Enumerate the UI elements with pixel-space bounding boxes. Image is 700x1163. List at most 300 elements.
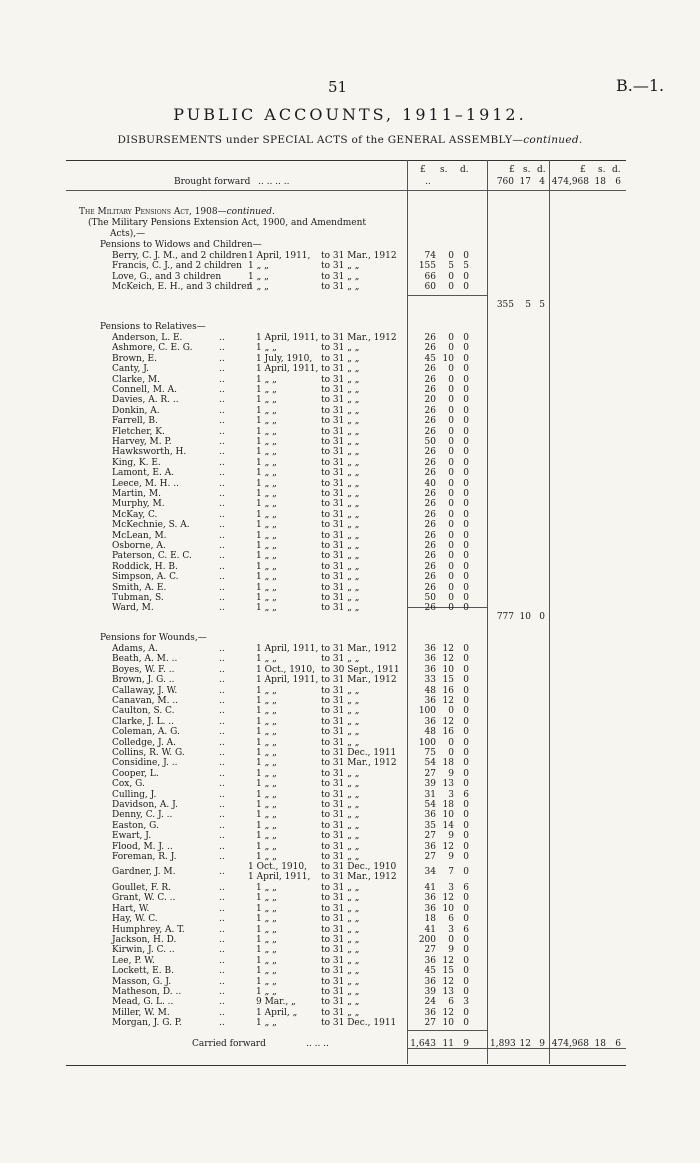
date-from-cell: 1 „ „ bbox=[256, 768, 277, 779]
table-row bbox=[0, 395, 700, 406]
pounds-cell: 35 bbox=[424, 820, 436, 831]
pence-cell: 0 bbox=[463, 251, 469, 261]
table-row bbox=[0, 883, 700, 894]
pence-cell: 0 bbox=[463, 644, 469, 654]
date-from-cell: 1 „ „ bbox=[256, 810, 277, 821]
pounds-cell: 48 bbox=[424, 685, 436, 696]
pence-cell: 0 bbox=[463, 353, 469, 364]
dots-cell: .. bbox=[219, 779, 225, 790]
pence-cell: 0 bbox=[463, 385, 469, 395]
shillings-cell: 0 bbox=[448, 935, 454, 945]
date-to-cell: to 31 „ „ bbox=[321, 426, 360, 437]
widows-total-pounds: 355 bbox=[496, 300, 514, 310]
shillings-cell: 0 bbox=[448, 385, 454, 395]
pounds-cell: 26 bbox=[424, 551, 436, 562]
shillings-cell: 0 bbox=[448, 282, 454, 293]
shillings-cell: 0 bbox=[448, 572, 454, 583]
pounds-cell: 26 bbox=[424, 364, 436, 375]
gardner-date-to-b: to 31 Mar., 1912 bbox=[321, 872, 397, 882]
act-title bbox=[79, 207, 275, 217]
date-from-cell: 1 „ „ bbox=[256, 727, 277, 738]
date-to-cell: to 31 „ „ bbox=[321, 572, 360, 583]
date-from-cell: 1 „ „ bbox=[256, 831, 277, 842]
shillings-cell: 0 bbox=[448, 395, 454, 406]
date-from-cell: 1 „ „ bbox=[256, 551, 277, 562]
date-to-cell: to 31 Dec., 1911 bbox=[321, 1018, 397, 1029]
shillings-cell: 0 bbox=[448, 748, 454, 758]
table-row bbox=[0, 479, 700, 490]
table-row bbox=[0, 551, 700, 562]
table-row bbox=[0, 1018, 700, 1029]
col1-s-symbol: s. bbox=[440, 165, 448, 175]
date-from-cell: 1 „ „ bbox=[256, 716, 277, 727]
shillings-cell: 15 bbox=[442, 966, 454, 977]
shillings-cell: 0 bbox=[448, 737, 454, 748]
date-to-cell: to 31 „ „ bbox=[321, 405, 360, 416]
date-to-cell: to 31 „ „ bbox=[321, 395, 360, 406]
pence-cell: 0 bbox=[463, 416, 469, 427]
pounds-cell: 26 bbox=[424, 509, 436, 520]
shillings-cell: 0 bbox=[448, 603, 454, 614]
date-to-cell: to 31 „ „ bbox=[321, 489, 360, 499]
date-from-cell: 1 „ „ bbox=[248, 261, 269, 272]
date-from-cell: 1 „ „ bbox=[256, 976, 277, 987]
table-row bbox=[0, 997, 700, 1008]
dots-cell: .. bbox=[219, 644, 225, 654]
table-row bbox=[0, 261, 700, 272]
pounds-cell: 26 bbox=[424, 489, 436, 499]
date-to-cell: to 31 „ „ bbox=[321, 1007, 360, 1018]
widows-total bbox=[0, 300, 700, 311]
pence-cell: 0 bbox=[463, 603, 469, 614]
dots-cell: .. bbox=[219, 914, 225, 925]
dots-cell: .. bbox=[219, 416, 225, 427]
pence-cell: 0 bbox=[463, 810, 469, 821]
pence-cell: 0 bbox=[463, 675, 469, 686]
gardner-date-to-a: to 31 Dec., 1910 bbox=[321, 862, 397, 872]
table-row bbox=[0, 354, 700, 365]
table-row bbox=[0, 987, 700, 998]
shillings-cell: 0 bbox=[448, 364, 454, 375]
table-row bbox=[0, 686, 700, 697]
shillings-cell: 0 bbox=[448, 593, 454, 603]
name-cell: McKeich, E. H., and 3 children bbox=[112, 282, 253, 293]
pounds-cell: 36 bbox=[424, 654, 436, 665]
pence-cell: 0 bbox=[463, 966, 469, 977]
dots-cell: .. bbox=[219, 841, 225, 852]
name-cell: Love, G., and 3 children bbox=[112, 271, 222, 282]
col2-d-symbol: d. bbox=[537, 165, 546, 175]
dots-cell: .. bbox=[219, 675, 225, 686]
date-from-cell: 1 „ „ bbox=[256, 447, 277, 458]
dots-cell: .. bbox=[219, 852, 225, 862]
name-cell: Harvey, M. P. bbox=[112, 437, 172, 447]
pence-cell: 0 bbox=[463, 841, 469, 852]
table-row bbox=[0, 966, 700, 977]
col3-pound-symbol: £ bbox=[580, 165, 586, 175]
date-from-cell: 1 „ „ bbox=[256, 789, 277, 800]
table-row bbox=[0, 282, 700, 293]
pence-cell: 0 bbox=[463, 1018, 469, 1029]
pounds-cell: 26 bbox=[424, 385, 436, 395]
date-from-cell: 1 „ „ bbox=[256, 924, 277, 935]
shillings-cell: 12 bbox=[442, 976, 454, 987]
gardner-name: Gardner, J. M. bbox=[112, 867, 176, 877]
table-row bbox=[0, 1008, 700, 1019]
date-from-cell: 1 „ „ bbox=[256, 468, 277, 479]
pounds-cell: 100 bbox=[418, 706, 436, 717]
date-from-cell: 1 April, 1911, bbox=[248, 251, 311, 261]
pence-cell: 0 bbox=[463, 758, 469, 769]
carried-forward-dots: .. .. .. bbox=[306, 1039, 329, 1049]
date-to-cell: to 31 „ „ bbox=[321, 789, 360, 800]
date-from-cell: 1 „ „ bbox=[256, 489, 277, 499]
pence-cell: 0 bbox=[463, 282, 469, 293]
name-cell: Humphrey, A. T. bbox=[112, 924, 185, 935]
pence-cell: 0 bbox=[463, 457, 469, 468]
date-to-cell: to 31 „ „ bbox=[321, 935, 360, 945]
dots-cell: .. bbox=[219, 353, 225, 364]
date-to-cell: to 31 Mar., 1912 bbox=[321, 644, 397, 654]
name-cell: Hawksworth, H. bbox=[112, 447, 187, 458]
table-row bbox=[0, 520, 700, 531]
table-row bbox=[0, 468, 700, 479]
col2-pound-symbol: £ bbox=[509, 165, 515, 175]
carried-forward-col1-pounds: 1,643 bbox=[410, 1039, 436, 1049]
date-from-cell: 1 „ „ bbox=[256, 852, 277, 862]
date-to-cell: to 31 „ „ bbox=[321, 603, 360, 614]
date-to-cell: to 31 „ „ bbox=[321, 530, 360, 541]
shillings-cell: 0 bbox=[448, 551, 454, 562]
name-cell: Goullet, F. R. bbox=[112, 883, 172, 893]
table-row bbox=[0, 593, 700, 604]
table-row bbox=[0, 977, 700, 988]
table-row bbox=[0, 945, 700, 956]
name-cell: Collins, R. W. G. bbox=[112, 748, 185, 758]
table-row bbox=[0, 343, 700, 354]
table-row bbox=[0, 251, 700, 262]
act-title-continued: continued. bbox=[226, 207, 275, 217]
table-row bbox=[0, 956, 700, 967]
carried-forward-col1-pence: 9 bbox=[463, 1039, 469, 1049]
act-subtitle: (The Military Pensions Extension Act, 1900, and Amendment bbox=[88, 218, 366, 228]
table-row bbox=[0, 385, 700, 396]
name-cell: Martin, M. bbox=[112, 489, 161, 499]
name-cell: Miller, W. M. bbox=[112, 1007, 170, 1018]
shillings-cell: 0 bbox=[448, 437, 454, 447]
table-row bbox=[0, 706, 700, 717]
dots-cell: .. bbox=[219, 955, 225, 966]
date-from-cell: 1 „ „ bbox=[256, 561, 277, 572]
pounds-cell: 54 bbox=[424, 758, 436, 769]
pounds-cell: 27 bbox=[424, 1018, 436, 1029]
date-from-cell: 1 „ „ bbox=[256, 914, 277, 925]
dots-cell: .. bbox=[219, 520, 225, 531]
pounds-cell: 31 bbox=[424, 789, 436, 800]
name-cell: King, K. E. bbox=[112, 457, 161, 468]
pounds-cell: 36 bbox=[424, 976, 436, 987]
name-cell: Cox, G. bbox=[112, 779, 145, 790]
date-to-cell: to 31 Mar., 1912 bbox=[321, 333, 397, 343]
name-cell: Morgan, J. G. P. bbox=[112, 1018, 182, 1029]
table-row bbox=[0, 531, 700, 542]
dots-cell: .. bbox=[219, 654, 225, 665]
date-to-cell: to 30 Sept., 1911 bbox=[321, 664, 400, 675]
table-row bbox=[0, 914, 700, 925]
pounds-cell: 26 bbox=[424, 333, 436, 343]
shillings-cell: 16 bbox=[442, 727, 454, 738]
relatives-total-pounds: 777 bbox=[496, 612, 514, 622]
pence-cell: 0 bbox=[463, 437, 469, 447]
table-row bbox=[0, 893, 700, 904]
date-to-cell: to 31 „ „ bbox=[321, 976, 360, 987]
act-subtitle-cont: Acts),— bbox=[110, 229, 146, 239]
col3-s-symbol: s. bbox=[598, 165, 606, 175]
name-cell: Smith, A. E. bbox=[112, 582, 167, 593]
date-from-cell: 1 „ „ bbox=[256, 426, 277, 437]
carried-forward-col1-shillings: 11 bbox=[442, 1039, 454, 1049]
date-from-cell: 1 „ „ bbox=[256, 603, 277, 614]
name-cell: Tubman, S. bbox=[112, 593, 164, 603]
date-from-cell: 1 „ „ bbox=[256, 457, 277, 468]
dots-cell: .. bbox=[219, 685, 225, 696]
shillings-cell: 0 bbox=[448, 541, 454, 551]
pounds-cell: 54 bbox=[424, 800, 436, 810]
shillings-cell: 12 bbox=[442, 716, 454, 727]
date-from-cell: 1 April, 1911, bbox=[256, 644, 319, 654]
pence-cell: 0 bbox=[463, 987, 469, 997]
brought-forward-col3-pounds: 474,968 bbox=[551, 177, 589, 187]
date-to-cell: to 31 „ „ bbox=[321, 955, 360, 966]
pence-cell: 0 bbox=[463, 468, 469, 479]
date-from-cell: 1 „ „ bbox=[256, 416, 277, 427]
table-row bbox=[0, 489, 700, 500]
dots-cell: .. bbox=[219, 405, 225, 416]
pence-cell: 0 bbox=[463, 561, 469, 572]
date-to-cell: to 31 „ „ bbox=[321, 582, 360, 593]
pounds-cell: 41 bbox=[424, 883, 436, 893]
pence-cell: 0 bbox=[463, 593, 469, 603]
pence-cell: 0 bbox=[463, 343, 469, 354]
brought-forward-col2-shillings: 17 bbox=[519, 177, 531, 187]
name-cell: Brown, E. bbox=[112, 353, 157, 364]
name-cell: Clarke, M. bbox=[112, 374, 161, 385]
table-row bbox=[0, 458, 700, 469]
pence-cell: 0 bbox=[463, 364, 469, 375]
name-cell: Lamont, E. A. bbox=[112, 468, 175, 479]
pounds-cell: 26 bbox=[424, 374, 436, 385]
shillings-cell: 3 bbox=[448, 924, 454, 935]
name-cell: Davies, A. R. .. bbox=[112, 395, 179, 406]
dots-cell: .. bbox=[219, 1018, 225, 1029]
pounds-cell: 26 bbox=[424, 530, 436, 541]
date-from-cell: 1 „ „ bbox=[256, 1018, 277, 1029]
pounds-cell: 50 bbox=[424, 437, 436, 447]
shillings-cell: 0 bbox=[448, 520, 454, 531]
shillings-cell: 13 bbox=[442, 987, 454, 997]
widows-total-pence: 5 bbox=[539, 300, 545, 310]
name-cell: Flood, M. J. .. bbox=[112, 841, 173, 852]
name-cell: Davidson, A. J. bbox=[112, 800, 178, 810]
pounds-cell: 60 bbox=[424, 282, 436, 293]
name-cell: Paterson, C. E. C. bbox=[112, 551, 192, 562]
pence-cell: 0 bbox=[463, 768, 469, 779]
col1-pound-symbol: £ bbox=[420, 165, 426, 175]
shillings-cell: 15 bbox=[442, 675, 454, 686]
name-cell: Kirwin, J. C. .. bbox=[112, 945, 175, 956]
date-to-cell: to 31 Dec., 1911 bbox=[321, 748, 397, 758]
subtitle-main: DISBURSEMENTS under SPECIAL ACTS of the GENERAL ASSEMBLY— bbox=[117, 134, 524, 146]
dots-cell: .. bbox=[219, 541, 225, 551]
pence-cell: 0 bbox=[463, 374, 469, 385]
date-to-cell: to 31 „ „ bbox=[321, 841, 360, 852]
name-cell: Beath, A. M. .. bbox=[112, 654, 178, 665]
name-cell: Connell, M. A. bbox=[112, 385, 177, 395]
pounds-cell: 26 bbox=[424, 541, 436, 551]
date-to-cell: to 31 „ „ bbox=[321, 945, 360, 956]
wounds-heading: Pensions for Wounds,— bbox=[100, 633, 207, 643]
pounds-cell: 26 bbox=[424, 447, 436, 458]
dots-cell: .. bbox=[219, 593, 225, 603]
pence-cell: 0 bbox=[463, 748, 469, 758]
name-cell: Donkin, A. bbox=[112, 405, 160, 416]
date-to-cell: to 31 „ „ bbox=[321, 374, 360, 385]
carried-forward-col3-shillings: 18 bbox=[594, 1039, 606, 1049]
pounds-cell: 33 bbox=[424, 675, 436, 686]
pence-cell: 0 bbox=[463, 572, 469, 583]
pence-cell: 0 bbox=[463, 893, 469, 904]
table-row bbox=[0, 364, 700, 375]
pounds-cell: 36 bbox=[424, 716, 436, 727]
name-cell: Hay, W. C. bbox=[112, 914, 158, 925]
dots-cell: .. bbox=[219, 696, 225, 706]
dots-cell: .. bbox=[219, 551, 225, 562]
shillings-cell: 0 bbox=[448, 271, 454, 282]
name-cell: Brown, J. G. .. bbox=[112, 675, 175, 686]
date-from-cell: 1 „ „ bbox=[248, 282, 269, 293]
col1-d-symbol: d. bbox=[460, 165, 469, 175]
name-cell: Roddick, H. B. bbox=[112, 561, 178, 572]
date-to-cell: to 31 Mar., 1912 bbox=[321, 251, 397, 261]
pence-cell: 0 bbox=[463, 737, 469, 748]
brought-forward-dots: .. .. .. .. bbox=[258, 177, 290, 187]
date-from-cell: 1 „ „ bbox=[256, 530, 277, 541]
date-from-cell: 1 April, 1911, bbox=[256, 333, 319, 343]
dots-cell: .. bbox=[219, 737, 225, 748]
date-from-cell: 1 Oct., 1910, bbox=[256, 664, 315, 675]
date-to-cell: to 31 „ „ bbox=[321, 343, 360, 354]
date-from-cell: 1 „ „ bbox=[256, 955, 277, 966]
dots-cell: .. bbox=[219, 966, 225, 977]
table-row bbox=[0, 541, 700, 552]
date-from-cell: 1 „ „ bbox=[256, 737, 277, 748]
table-row bbox=[0, 821, 700, 832]
date-from-cell: 1 April, 1911, bbox=[256, 675, 319, 686]
date-to-cell: to 31 „ „ bbox=[321, 903, 360, 914]
pounds-cell: 26 bbox=[424, 499, 436, 510]
pounds-cell: 27 bbox=[424, 945, 436, 956]
rule-widows-sum bbox=[407, 295, 487, 296]
date-to-cell: to 31 „ „ bbox=[321, 551, 360, 562]
shillings-cell: 13 bbox=[442, 779, 454, 790]
shillings-cell: 3 bbox=[448, 789, 454, 800]
pounds-cell: 26 bbox=[424, 603, 436, 614]
name-cell: Ward, M. bbox=[112, 603, 154, 614]
dots-cell: .. bbox=[219, 343, 225, 354]
pence-cell: 0 bbox=[463, 520, 469, 531]
name-cell: Clarke, J. L. .. bbox=[112, 716, 174, 727]
name-cell: Hart, W. bbox=[112, 903, 150, 914]
pounds-cell: 39 bbox=[424, 987, 436, 997]
dots-cell: .. bbox=[219, 395, 225, 406]
dots-cell: .. bbox=[219, 800, 225, 810]
date-to-cell: to 31 „ „ bbox=[321, 261, 360, 272]
pence-cell: 0 bbox=[463, 489, 469, 499]
table-row bbox=[0, 562, 700, 573]
shillings-cell: 9 bbox=[448, 768, 454, 779]
pence-cell: 0 bbox=[463, 820, 469, 831]
shillings-cell: 0 bbox=[448, 468, 454, 479]
shillings-cell: 9 bbox=[448, 945, 454, 956]
dots-cell: .. bbox=[219, 945, 225, 956]
date-from-cell: 1 „ „ bbox=[256, 654, 277, 665]
date-from-cell: 1 „ „ bbox=[256, 582, 277, 593]
date-to-cell: to 31 „ „ bbox=[321, 727, 360, 738]
pounds-cell: 26 bbox=[424, 426, 436, 437]
shillings-cell: 9 bbox=[448, 831, 454, 842]
shillings-cell: 0 bbox=[448, 333, 454, 343]
date-to-cell: to 31 „ „ bbox=[321, 706, 360, 717]
pounds-cell: 45 bbox=[424, 966, 436, 977]
pounds-cell: 100 bbox=[418, 737, 436, 748]
date-from-cell: 1 „ „ bbox=[256, 841, 277, 852]
shillings-cell: 0 bbox=[448, 426, 454, 437]
relatives-total bbox=[0, 612, 700, 623]
pounds-cell: 48 bbox=[424, 727, 436, 738]
date-to-cell: to 31 „ „ bbox=[321, 987, 360, 997]
pounds-cell: 39 bbox=[424, 779, 436, 790]
date-to-cell: to 31 „ „ bbox=[321, 282, 360, 293]
pence-cell: 0 bbox=[463, 779, 469, 790]
date-to-cell: to 31 „ „ bbox=[321, 593, 360, 603]
dots-cell: .. bbox=[219, 478, 225, 489]
date-to-cell: to 31 „ „ bbox=[321, 924, 360, 935]
name-cell: Lockett, E. B. bbox=[112, 966, 174, 977]
date-to-cell: to 31 „ „ bbox=[321, 437, 360, 447]
table-row bbox=[0, 583, 700, 594]
pence-cell: 0 bbox=[463, 551, 469, 562]
gardner-date-from-b: 1 April, 1911, bbox=[248, 872, 311, 882]
table-row bbox=[0, 406, 700, 417]
shillings-cell: 5 bbox=[448, 261, 454, 272]
date-to-cell: to 31 „ „ bbox=[321, 447, 360, 458]
carried-forward-label: Carried forward bbox=[192, 1039, 266, 1049]
subtitle-continued: continued. bbox=[523, 134, 583, 146]
name-cell: Colledge, J. A. bbox=[112, 737, 176, 748]
dots-cell: .. bbox=[219, 426, 225, 437]
dots-cell: .. bbox=[219, 561, 225, 572]
widows-heading: Pensions to Widows and Children— bbox=[100, 240, 262, 250]
name-cell: Ashmore, C. E. G. bbox=[112, 343, 193, 354]
table-row bbox=[0, 416, 700, 427]
pounds-cell: 40 bbox=[424, 478, 436, 489]
dots-cell: .. bbox=[219, 883, 225, 893]
date-from-cell: 1 „ „ bbox=[256, 706, 277, 717]
pounds-cell: 26 bbox=[424, 343, 436, 354]
col2-s-symbol: s. bbox=[523, 165, 531, 175]
dots-cell: .. bbox=[219, 820, 225, 831]
date-from-cell: 1 „ „ bbox=[256, 541, 277, 551]
